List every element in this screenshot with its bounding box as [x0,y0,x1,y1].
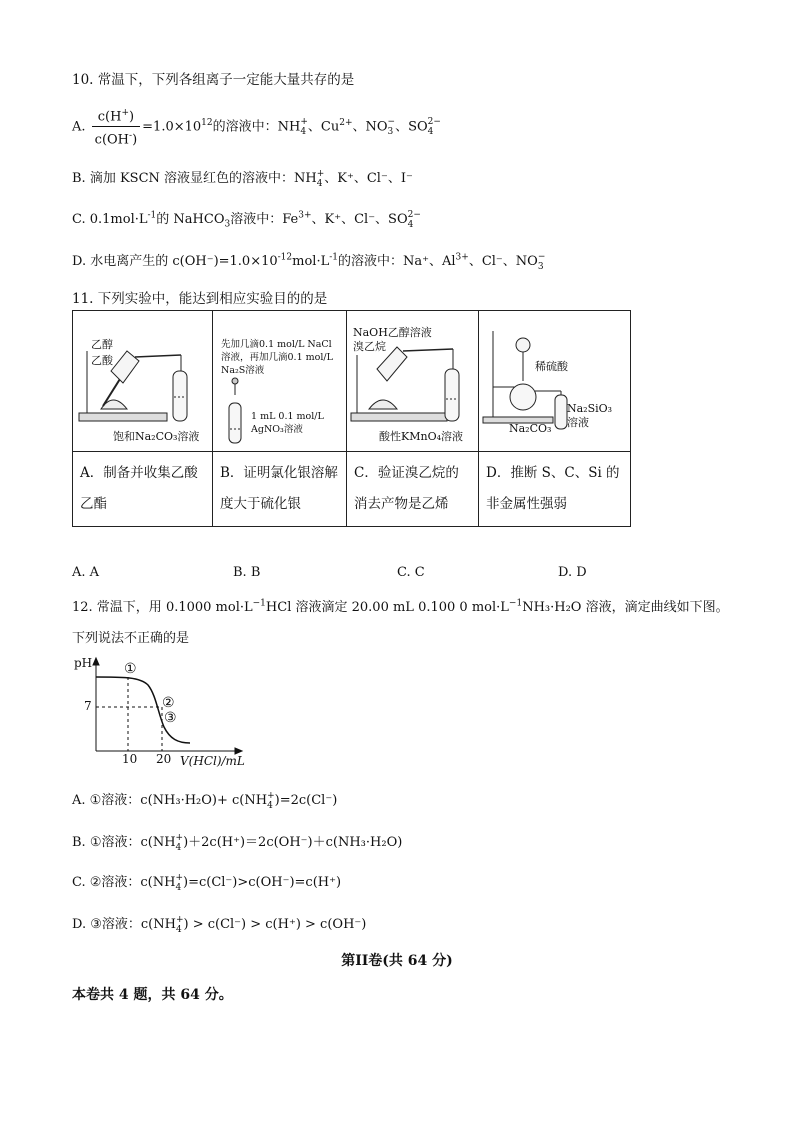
caption-b: B．证明氯化银溶解度大于硫化银 [220,465,338,512]
q10-option-b: B. 滴加 KSCN 溶液显红色的溶液中：NH+ 4 、K⁺、Cl⁻、I⁻ [72,168,413,189]
apparatus-d-icon [479,311,630,451]
section-note: 本卷共 4 题，共 64 分。 [72,987,233,1003]
titration-curve [72,655,252,773]
q12-option-a: A. ①溶液：c(NH₃·H₂O)+ c(NH+ 4 )=2c(Cl⁻) [72,790,338,811]
q12-option-c: C. ②溶液：c(NH+ 4 )=c(Cl⁻)>c(OH⁻)=c(H⁺) [72,872,342,893]
q12-option-d: D. ③溶液：c(NH+ 4 ) > c(Cl⁻) > c(H⁺) > c(OH⁻) [72,914,367,935]
q11-stem: 11. 下列实验中，能达到相应实验目的的是 [72,291,328,307]
x-axis-label: V(HCl)/mL [180,754,245,768]
marker-1: ① [124,661,137,677]
q10-stem: 10. 常温下，下列各组离子一定能大量共存的是 [72,72,355,88]
q11-choice-b: B. B [233,565,261,580]
fraction: $\frac{c(H^+)}{c(OH^-)}$ [92,104,140,150]
q10-option-c: C. $0.1mol\cdot L^{-1}$的 NaHCO$_3$溶液中：$Fe^{3+}$、K⁺、Cl⁻、SO2− 4 [72,209,421,230]
q12-stem: 12. 常温下，用 0.1000 $mol\cdot L^{-1}HCl$ 溶液滴定 20.00 mL 0.100 0 $mol\cdot L^{-1}NH_3\cdot H_2O$ 溶液，滴定曲线如下图。 [72,598,729,615]
cell-c-image: NaOH乙醇溶液 溴乙烷 酸性KMnO₄溶液 [347,311,479,452]
marker-3: ③ [164,710,177,726]
section-title: 第II卷(共 64 分) [341,953,453,969]
q11-choice-c: C. C [397,565,425,580]
caption-c: C．验证溴乙烷的消去产物是乙烯 [354,465,459,512]
q11-choice-a: A. A [72,565,100,580]
q10-option-a: A. $\frac{c(H^+)}{c(OH^-)}$ $=1.0\times 10^{12}$的溶液中：NH+ 4 、$Cu^{2+}$、NO− 3 、SO2− 4 [72,104,441,150]
caption-d: D．推断 S、C、Si 的非金属性强弱 [486,465,620,512]
cell-b-image: 先加几滴0.1 mol/L NaCl 溶液，再加几滴0.1 mol/L Na₂S溶液 1 mL 0.1 mol/L AgNO₃溶液 [213,311,347,452]
experiment-table [72,310,631,527]
q12-option-b: B. ①溶液：c(NH+ 4 )＋2c(H⁺)＝2c(OH⁻)＋c(NH₃·H₂O) [72,832,403,853]
y-tick-7: 7 [84,699,92,713]
x-tick-10: 10 [122,752,138,766]
q10-option-d: D. 水电离产生的 $c(OH^-)=1.0\times 10^{-12}mol\cdot L^{-1}$的溶液中：Na⁺、$Al^{3+}$、Cl⁻、NO− 3 [72,251,546,272]
cell-d-image: 稀硫酸 Na₂SiO₃ 溶液 Na₂CO₃ [479,311,631,452]
option-label: A. [72,119,86,135]
marker-2: ② [162,695,175,711]
y-axis-label: pH [74,656,93,670]
cell-a-image: 乙醇 乙酸 饱和Na₂CO₃溶液 [73,311,213,452]
q12-stem-2: 下列说法不正确的是 [72,631,190,646]
x-tick-20: 20 [156,752,172,766]
q11-choice-d: D. D [558,565,587,580]
caption-a: A．制备并收集乙酸乙酯 [80,465,198,512]
